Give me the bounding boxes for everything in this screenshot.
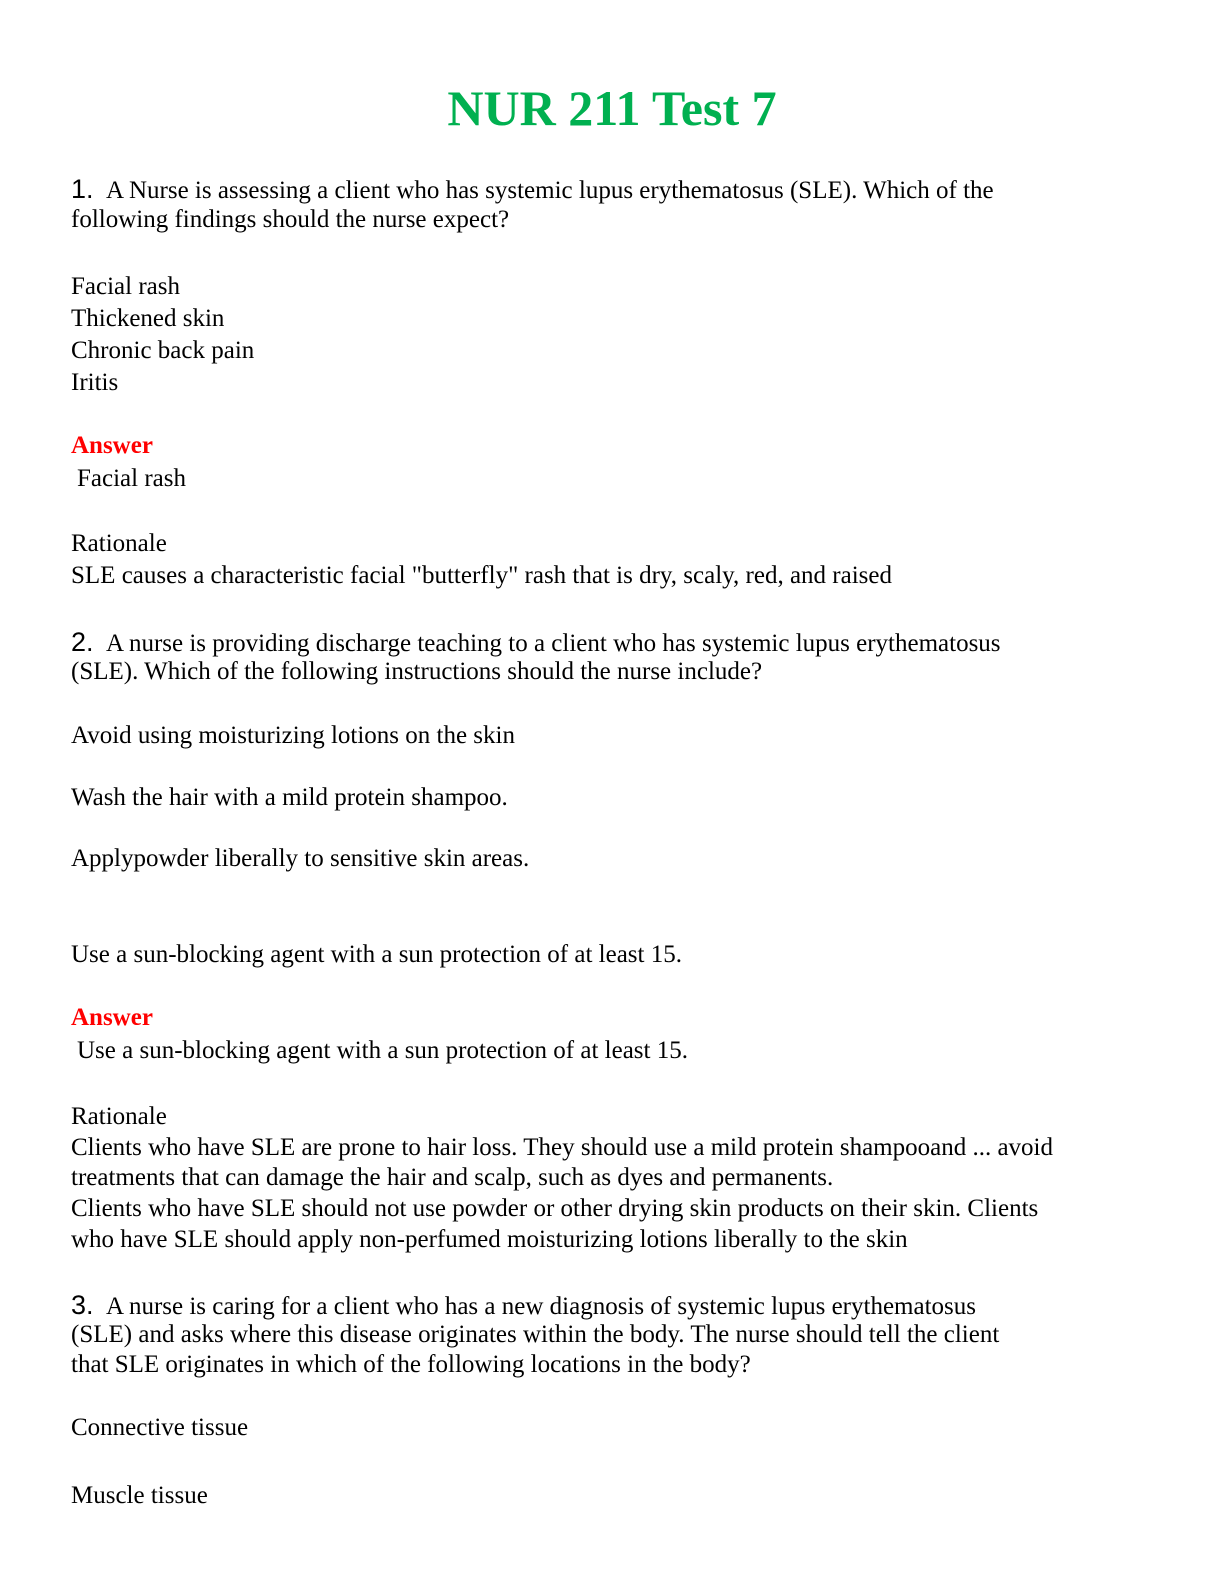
question-2-option: Use a sun-blocking agent with a sun protection of at least 15.	[71, 941, 682, 968]
question-3-number: 3.	[71, 1290, 94, 1320]
question-3-prompt-line-2: (SLE) and asks where this disease originates within the body. The nurse should tell the client	[71, 1321, 1000, 1348]
question-3-option: Connective tissue	[71, 1414, 249, 1441]
question-2-number: 2.	[71, 627, 94, 657]
question-2-answer: Use a sun-blocking agent with a sun protection of at least 15.	[77, 1037, 688, 1064]
question-1-answer-label: Answer	[71, 432, 153, 459]
question-3-prompt-line-1: 3. A nurse is caring for a client who has a new diagnosis of systemic lupus erythematosus	[71, 1290, 976, 1320]
question-2-rationale-line: Clients who have SLE are prone to hair loss. They should use a mild protein shampooand ... avoid	[71, 1134, 1054, 1161]
question-2-option: Applypowder liberally to sensitive skin areas.	[71, 845, 530, 872]
question-2-prompt-line-2: (SLE). Which of the following instructions should the nurse include?	[71, 658, 763, 685]
question-1-option: Iritis	[71, 369, 119, 396]
question-2-prompt-line-1: 2. A nurse is providing discharge teaching to a client who has systemic lupus erythematosus	[71, 627, 1001, 657]
question-1-answer: Facial rash	[77, 465, 186, 492]
question-1-rationale-line: SLE causes a characteristic facial "butterfly" rash that is dry, scaly, red, and raised	[71, 562, 892, 589]
question-1-option: Facial rash	[71, 273, 180, 300]
question-2-option: Wash the hair with a mild protein shampoo.	[71, 784, 508, 811]
question-1-option: Thickened skin	[71, 305, 225, 332]
question-2-answer-label: Answer	[71, 1004, 153, 1031]
question-1-rationale-label: Rationale	[71, 530, 167, 557]
question-1-prompt-line-1: 1. A Nurse is assessing a client who has systemic lupus erythematosus (SLE). Which of the	[71, 174, 994, 204]
question-2-rationale-line: Clients who have SLE should not use powder or other drying skin products on their skin. Clients	[71, 1195, 1039, 1222]
question-2-rationale-line: treatments that can damage the hair and scalp, such as dyes and permanents.	[71, 1164, 834, 1191]
question-2-rationale-label: Rationale	[71, 1103, 167, 1130]
page-title: NUR 211 Test 7	[447, 80, 777, 136]
question-3-option: Muscle tissue	[71, 1482, 208, 1509]
question-2-rationale-line: who have SLE should apply non-perfumed moisturizing lotions liberally to the skin	[71, 1226, 908, 1253]
question-1-prompt-line-2: following findings should the nurse expect?	[71, 206, 510, 233]
question-1-number: 1.	[71, 174, 94, 204]
question-3-prompt-line-3: that SLE originates in which of the following locations in the body?	[71, 1351, 751, 1378]
question-1-option: Chronic back pain	[71, 337, 255, 364]
question-2-option: Avoid using moisturizing lotions on the skin	[71, 722, 515, 749]
